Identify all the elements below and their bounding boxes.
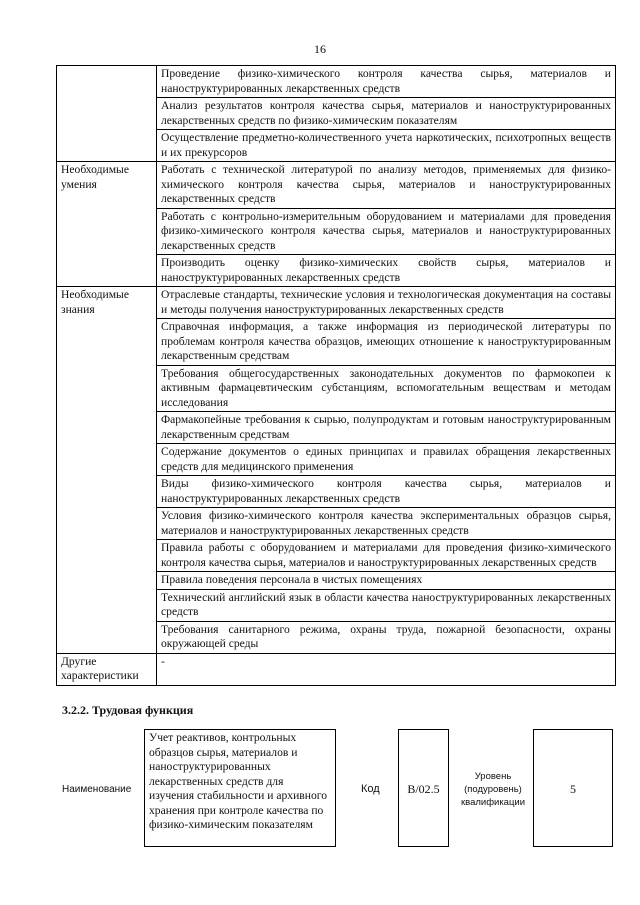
row-item: Требования санитарного режима, охраны труда, пожарной безопасности, охраны окружающей среды: [157, 621, 616, 653]
code-label: Код: [361, 783, 380, 795]
row-item: Фармакопейные требования к сырью, полупродуктам и готовым наноструктурированным лекарственным средствам: [157, 412, 616, 444]
row-item: Осуществление предметно-количественного учета наркотических, психотропных веществ и их прекурсоров: [157, 130, 616, 162]
function-name-label: Наименование: [62, 784, 132, 795]
row-item: Условия физико-химического контроля качества экспериментальных образцов сырья, материалов и наноструктурированных лекарственных средств: [157, 508, 616, 540]
row-item: Анализ результатов контроля качества сырья, материалов и наноструктурированных лекарственных средств по физико-химическим показателям: [157, 98, 616, 130]
row-item: Работать с контрольно-измерительным оборудованием и материалами для проведения физико-химического контроля качества сырья, материалов и наноструктурированных лекарственных средств: [157, 208, 616, 255]
section-title: 3.2.2. Трудовая функция: [62, 703, 194, 717]
table-row: [57, 66, 616, 98]
row-label: [57, 66, 157, 162]
row-item: Проведение физико-химического контроля качества сырья, материалов и наноструктурированных лекарственных средств: [157, 66, 616, 98]
row-item: Правила работы с оборудованием и материалами для проведения физико-химического контроля качества сырья, материалов и наноструктурированных лекарственных средств: [157, 540, 616, 572]
row-label: Другие характеристики: [57, 653, 157, 685]
row-item: -: [157, 653, 616, 685]
row-item: Правила поведения персонала в чистых помещениях: [157, 572, 616, 590]
page-number: 16: [314, 42, 326, 56]
table-row: [57, 653, 616, 685]
row-item: Требования общегосударственных законодательных документов по фармокопеи к активным фармацевтическим субстанциям, вспомогательным веществам и методам исследования: [157, 365, 616, 412]
row-item: Работать с технической литературой по анализу методов, применяемых для физико-химического контроля качества сырья, материалов и наноструктурированных лекарственных средств: [157, 162, 616, 209]
table-row: [57, 287, 616, 319]
row-item: Производить оценку физико-химических свойств сырья, материалов и наноструктурированных лекарственных средств: [157, 255, 616, 287]
row-item: Технический английский язык в области качества наноструктурированных лекарственных средств: [157, 589, 616, 621]
row-label: Необходимые умения: [57, 162, 157, 287]
row-item: Справочная информация, а также информация из периодической литературы по проблемам контроля качества образцов, имеющих отношение к наноструктурированным лекарственным средствам: [157, 319, 616, 366]
table-row: [57, 162, 616, 209]
qualification-level-label: Уровень (подуровень) квалификации: [460, 771, 526, 808]
qualification-level-value: 5: [533, 729, 613, 847]
code-value: B/02.5: [398, 729, 449, 847]
requirements-table: [56, 65, 616, 686]
row-item: Содержание документов о единых принципах и правилах обращения лекарственных средств для медицинского применения: [157, 444, 616, 476]
function-name-value: Учет реактивов, контрольных образцов сырья, материалов и наноструктурированных лекарственных средств для изучения стабильности и архивного хранения при контроле качества по физико-химическим показателям: [144, 729, 336, 847]
row-item: Виды физико-химического контроля качества сырья, материалов и наноструктурированных лекарственных средств: [157, 476, 616, 508]
row-label: Необходимые знания: [57, 287, 157, 654]
row-item: Отраслевые стандарты, технические условия и технологическая документация на составы и методы получения наноструктурированных лекарственных средств: [157, 287, 616, 319]
